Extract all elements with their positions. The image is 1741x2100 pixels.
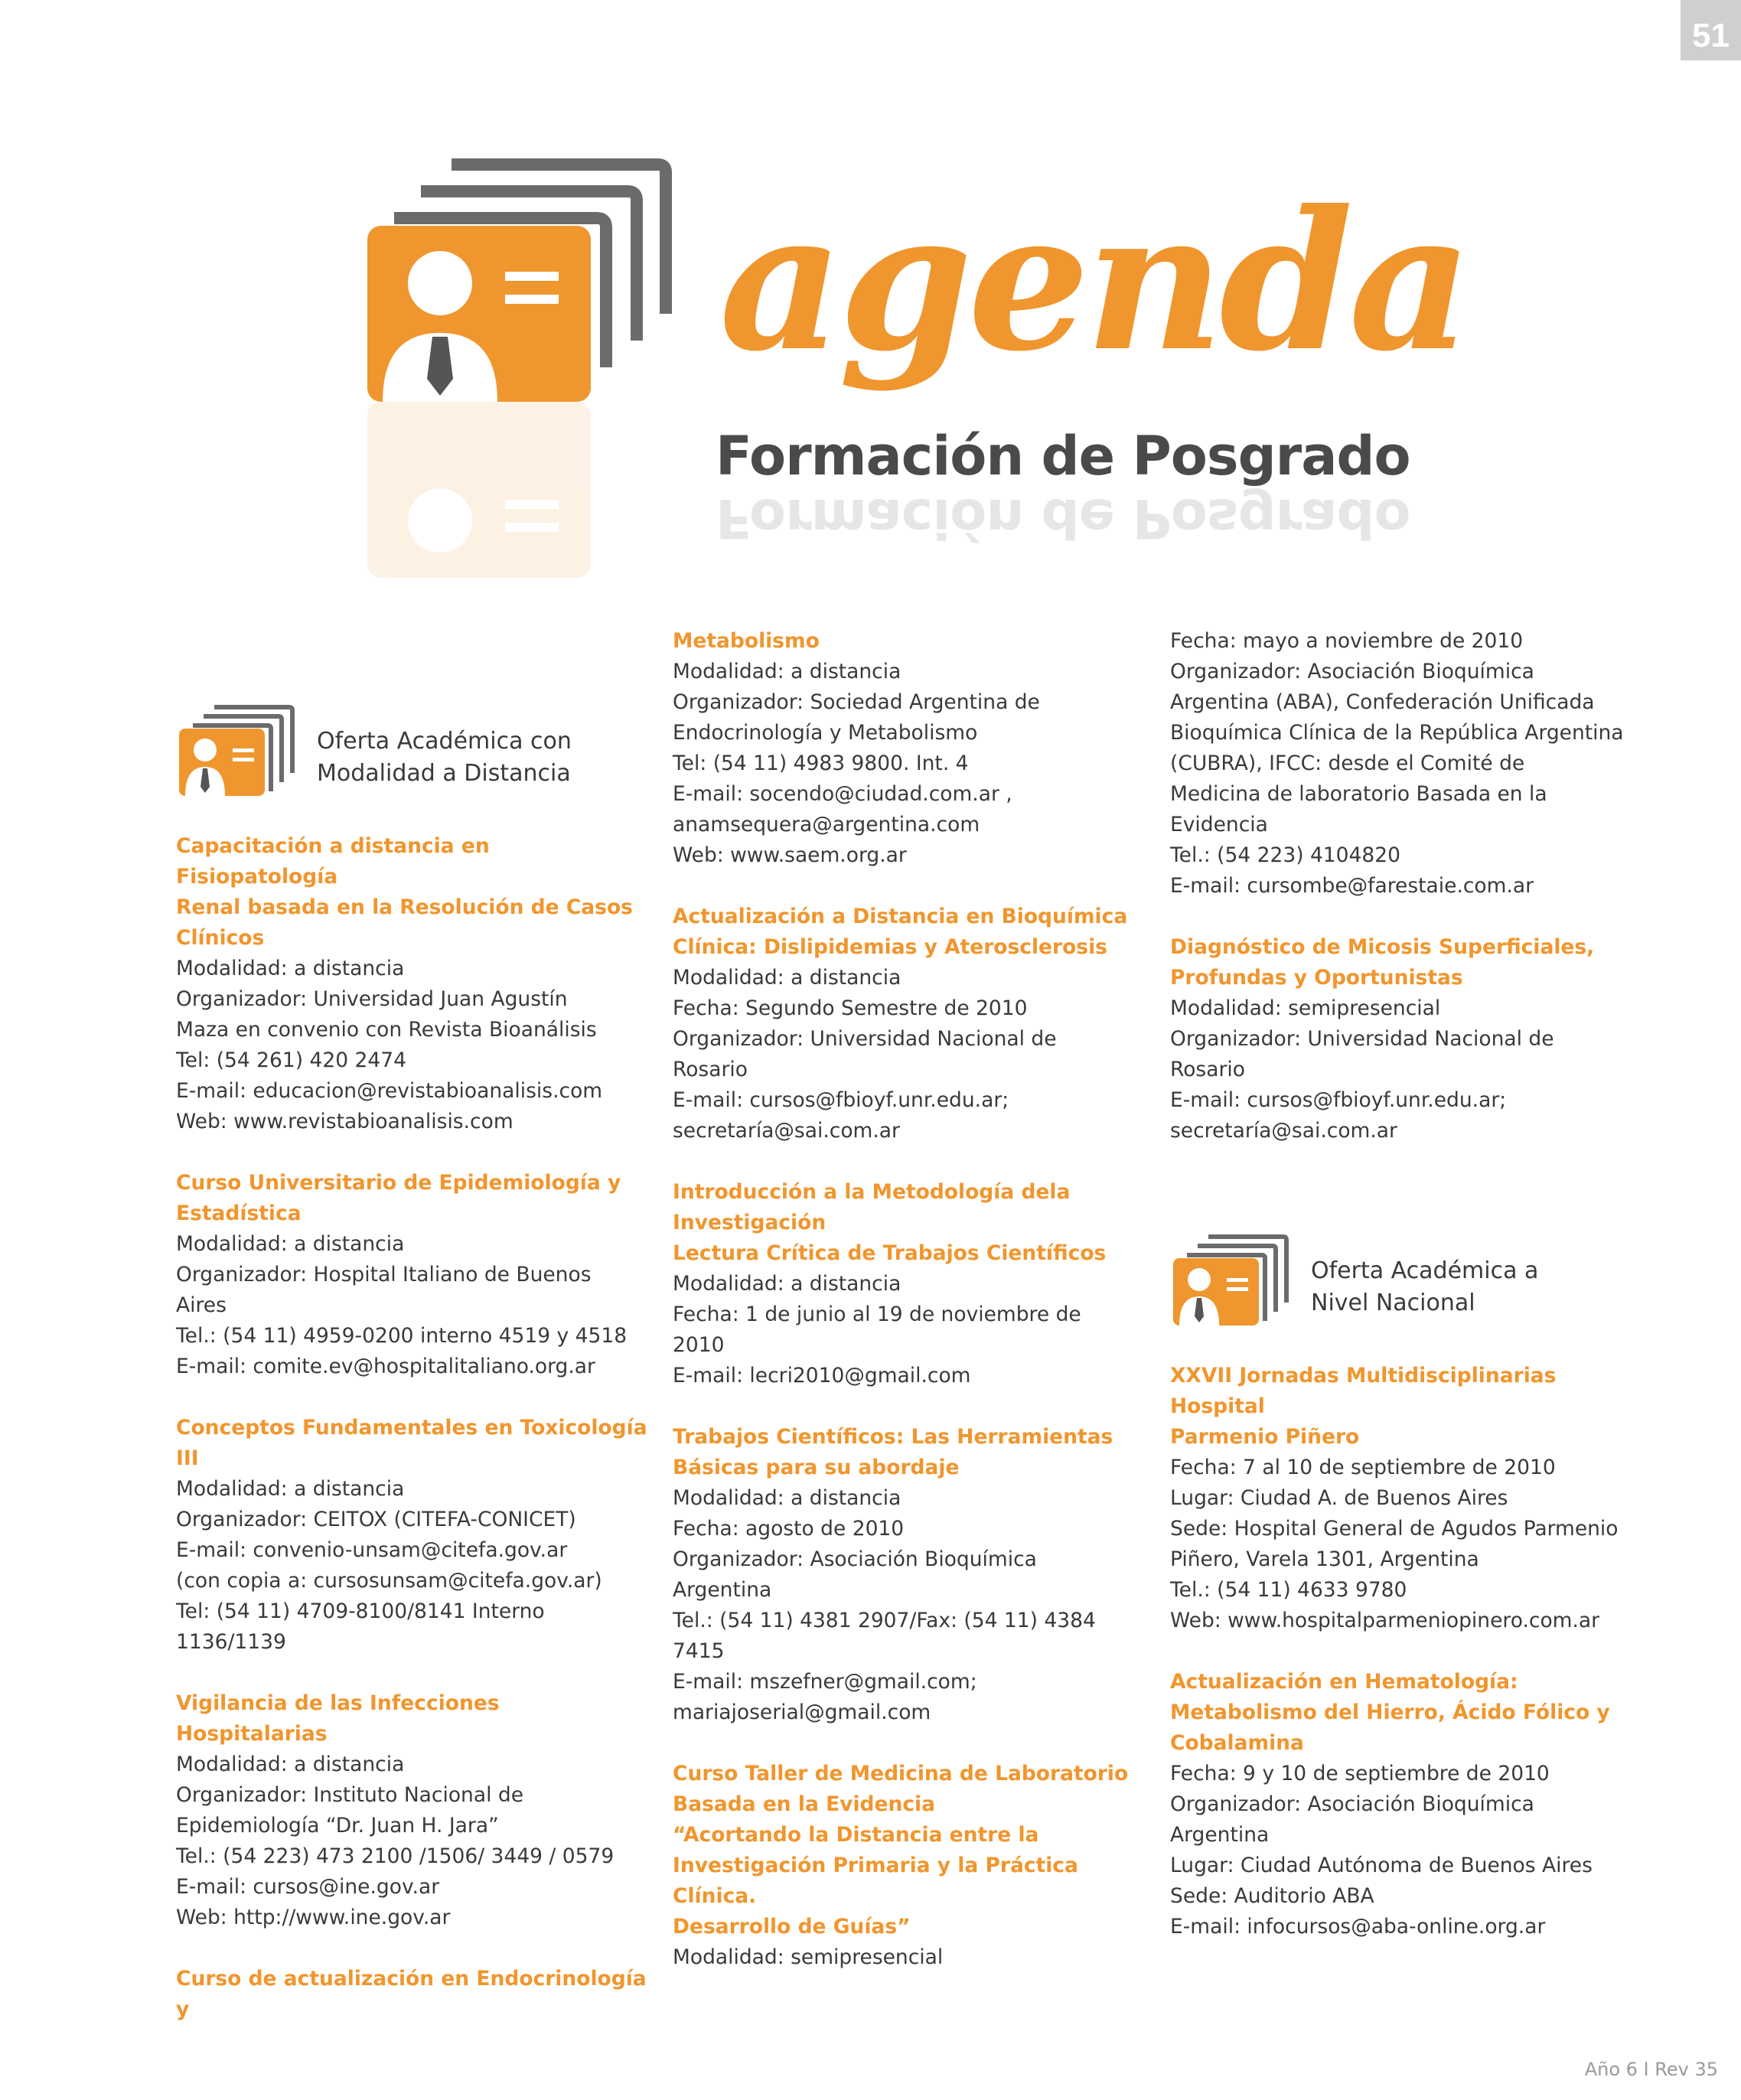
course-entry: Vigilancia de las Infecciones Hospitalarias Modalidad: a distancia Organizador: Instituto Nacional de Epidemiología “Dr. Juan H. Jara” Tel.: (54 223) 473 2100 /1506/ 3449 / 0579 E-mail: cursos@ine.gov.ar Web: http://www.ine.gov.ar	[176, 1691, 615, 1929]
page-title: Formación de Posgrado	[716, 425, 1410, 488]
course-entry: Actualización en Hematología: Metabolismo del Hierro, Ácido Fólico y Cobalamina Fecha: 9 y 10 de septiembre de 2010 Organizador: Asociación Bioquímica Argentina Lugar: Ciudad Autónoma de Buenos Aires Sede: Auditorio ABA E-mail: infocursos@aba-online.org.ar	[1170, 1670, 1610, 1939]
section-header-distance	[176, 703, 650, 808]
course-entry: Introducción a la Metodología dela Investigación Lectura Crítica de Trabajos Científicos Modalidad: a distancia Fecha: 1 de junio al 19 de noviembre de 2010 E-mail: lecri2010@gmail.com	[673, 1180, 1107, 1388]
section-label: Oferta Académica a Nivel Nacional	[1311, 1257, 1539, 1316]
page-title-reflection: Formación de Posgrado	[716, 487, 1410, 549]
course-entry: XXVII Jornadas Multidisciplinarias Hospital Parmenio Piñero Fecha: 7 al 10 de septiembre de 2010 Lugar: Ciudad A. de Buenos Aires Sede: Hospital General de Agudos Parmenio Piñero, Varela 1301, Argentina Tel.: (54 11) 4633 9780 Web: www.hospitalparmeniopinero.com.ar	[1170, 1364, 1619, 1632]
column-2	[673, 626, 1147, 2004]
svg-text:agenda: agenda	[719, 168, 1469, 393]
course-entry: Actualización a Distancia en Bioquímica Clínica: Dislipidemias y Aterosclerosis Modalidad: a distancia Fecha: Segundo Semestre de 2010 Organizador: Universidad Nacional de Rosario E-mail: cursos@fbioyf.unr.edu.ar; secretaría@sai.com.ar	[673, 905, 1128, 1143]
issue-footer: Año 6 I Rev 35	[1584, 2059, 1718, 2080]
course-entry: Curso Taller de Medicina de Laboratorio Basada en la Evidencia “Acortando la Distancia entre la Investigación Primaria y la Práctica Clínica. Desarrollo de Guías” Modalidad: semipresencial	[673, 1762, 1129, 1969]
agenda-icon	[176, 703, 295, 808]
section-header-national	[1170, 1232, 1645, 1338]
agenda-logo-word	[719, 168, 1469, 436]
course-entry: Metabolismo Modalidad: a distancia Organizador: Sociedad Argentina de Endocrinología y Metabolismo Tel: (54 11) 4983 9800. Int. 4 E-mail: socendo@ciudad.com.ar , anamsequera@argentina.com Web: www.saem.org.ar	[673, 629, 1040, 867]
column-1	[176, 626, 650, 2056]
course-entry: Diagnóstico de Micosis Superficiales, Profundas y Oportunistas Modalidad: semipresencial Organizador: Universidad Nacional de Rosario E-mail: cursos@fbioyf.unr.edu.ar; secretaría@sai.com.ar	[1170, 935, 1595, 1143]
course-entry: Conceptos Fundamentales en Toxicología III Modalidad: a distancia Organizador: CEITOX (CITEFA-CONICET) E-mail: convenio-unsam@citefa.gov.ar (con copia a: cursosunsam@citefa.gov.ar) Tel: (54 11) 4709-8100/8141 Interno 1136/1139	[176, 1416, 647, 1654]
course-entry: Curso Universitario de Epidemiología y Estadística Modalidad: a distancia Organizador: Hospital Italiano de Buenos Aires Tel.: (54 11) 4959-0200 interno 4519 y 4518 E-mail: comite.ev@hospitalitaliano.org.ar	[176, 1171, 628, 1378]
course-entry: Trabajos Científicos: Las Herramientas Básicas para su abordaje Modalidad: a distancia Fecha: agosto de 2010 Organizador: Asociación Bioquímica Argentina Tel.: (54 11) 4381 2907/Fax: (54 11) 4384 7415 E-mail: mszefner@gmail.com; mariajoserial@gmail.com	[673, 1425, 1113, 1724]
agenda-header-icon	[360, 149, 681, 611]
page-number: 51	[1681, 0, 1741, 60]
column-3	[1170, 626, 1645, 1973]
section-label: Oferta Académica con Modalidad a Distancia	[317, 728, 572, 787]
course-entry: Curso de actualización en Endocrinología y	[176, 1967, 647, 2021]
course-entry: Fecha: mayo a noviembre de 2010 Organizador: Asociación Bioquímica Argentina (ABA), Confederación Unificada Bioquímica Clínica de la República Argentina (CUBRA), IFCC: desde el Comité de Medicina de laboratorio Basada en la Evidencia Tel.: (54 223) 4104820 E-mail: cursombe@farestaie.com.ar	[1170, 629, 1624, 898]
course-entry: Capacitación a distancia en Fisiopatología Renal basada en la Resolución de Casos Clínicos Modalidad: a distancia Organizador: Universidad Juan Agustín Maza en convenio con Revista Bioanálisis Tel: (54 261) 420 2474 E-mail: educacion@revistabioanalisis.com Web: www.revistabioanalisis.com	[176, 834, 633, 1133]
agenda-icon	[1170, 1232, 1289, 1338]
